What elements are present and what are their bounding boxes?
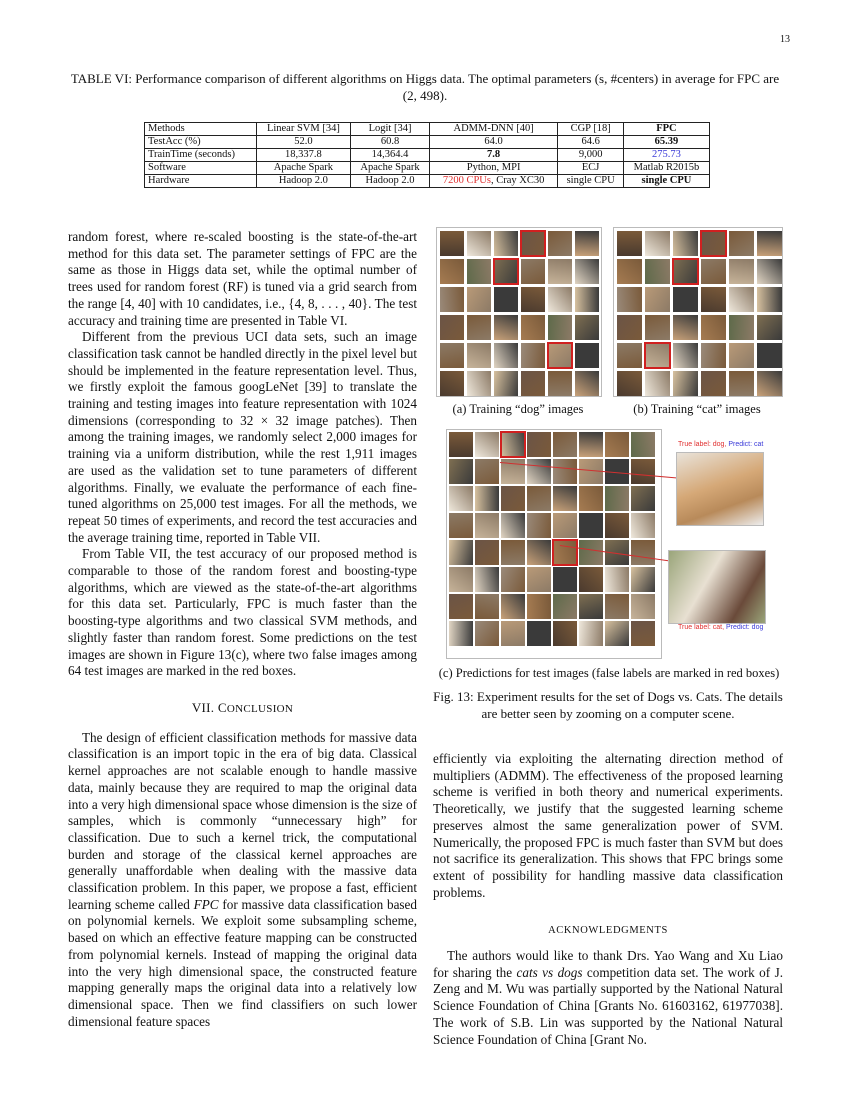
cat-photo-thumbnail [617,371,642,396]
cat-photo-thumbnail [673,259,698,284]
cat-photo-thumbnail [617,259,642,284]
cat-photo-thumbnail [701,343,726,368]
test-photo-thumbnail [605,621,629,646]
cat-photo-thumbnail [729,231,754,256]
performance-table [144,122,710,188]
dog-photo-thumbnail [494,371,518,396]
table-cell: 18,337.8 [256,149,351,162]
test-photo-thumbnail [527,432,551,457]
test-photo-thumbnail [449,432,473,457]
text-run: for massive data classification based on polynomial kernels. We exploit some subsampling scheme, based on which an effective feature mapping can be constructed from polynomial kernels. Instead of mapping the original data into the very high dimensional space, the constructed feature mapping generally maps the original data into a relatively low dimensional space. Then we find classifiers on such lower dimensional feature spaces [68,896,417,1029]
test-photo-thumbnail [605,567,629,592]
dog-photo-thumbnail [494,315,518,340]
test-prediction-images [449,432,655,646]
table-cell: single CPU [558,175,623,188]
test-photo-thumbnail [501,621,525,646]
test-photo-thumbnail [527,513,551,538]
text-run: The design of efficient classification methods for massive data classification is an import topic in the era of big data. Classical kernel approaches are not scalable enough to handle massive data, mainly because they are required to map the original data into a very high dimensional space whose dimension is the size of samples, which is commonly “unnecessary high” for classification. Due to such a kernel trick, the computational burden and storage of the classical kernel approaches are generally unaffordable when dealing with the massive data classification problem. In this paper, we propose a fast, efficient learning scheme called [68,729,417,912]
paragraph: Different from the previous UCI data sets, such an image classification task cannot be handled directly in the pixel level but should be implemented in the feature representation level. Thus, we firstly exploit the famous googLeNet [39] to translate the training and testing images into feature representation with 1024 dimensions (corresponding to 32 × 32 image patches). Then among the training images, we randomly select 2,000 images for training via a uniform distribution, while the rest 1,911 images are used as the validation set to tune parameters of different algorithms. Finally, we evaluate the performance of each fine-tuned algorithms on 25,000 test images. For all the methods, we repeat 50 times of experiments, and record the test accuracies and the average training time, reported in Table VII. [68,329,417,545]
table-caption: TABLE VI: Performance comparison of different algorithms on Higgs data. The optimal parameters (s, #centers) in average for FPC are (2, 498). [70,71,780,103]
highlight-text: 7200 CPUs [442,175,491,186]
emphasis: cats vs dogs [516,964,583,980]
training-cat-images [617,231,782,396]
left-column [68,229,417,1030]
test-photo-thumbnail [475,594,499,619]
dog-photo-thumbnail [521,343,545,368]
test-photo-thumbnail [475,513,499,538]
test-photo-thumbnail [579,513,603,538]
test-photo-thumbnail [527,567,551,592]
dog-photo-thumbnail [548,259,572,284]
dog-photo-thumbnail [494,231,518,256]
test-photo-thumbnail [579,486,603,511]
test-photo-thumbnail [475,432,499,457]
table-row [145,149,710,162]
test-photo-thumbnail [605,513,629,538]
table-cell: Apache Spark [351,162,429,175]
table-cell: 64.0 [429,136,558,149]
test-photo-thumbnail [527,594,551,619]
cat-photo-thumbnail [729,315,754,340]
acknowledgments-heading: ACKNOWLEDGMENTS [548,925,668,937]
test-photo-thumbnail [501,432,525,457]
page-number: 13 [780,34,790,45]
emphasis: FPC [193,896,219,912]
dog-photo-thumbnail [548,343,572,368]
dog-photo-thumbnail [548,287,572,312]
cat-photo-thumbnail [757,259,782,284]
cat-photo-thumbnail [645,371,670,396]
test-photo-thumbnail [631,621,655,646]
test-photo-thumbnail [631,513,655,538]
dog-photo-thumbnail [494,259,518,284]
cell-text: , Cray XC30 [490,175,545,186]
test-photo-thumbnail [553,540,577,565]
test-photo-thumbnail [527,459,551,484]
test-photo-thumbnail [449,567,473,592]
test-photo-thumbnail [631,486,655,511]
table-cell: Python, MPI [429,162,558,175]
cat-photo-thumbnail [729,287,754,312]
table-cell: Hardware [145,175,257,188]
header-cell: ADMM-DNN [40] [429,123,558,136]
test-photo-thumbnail [605,594,629,619]
cat-photo-thumbnail [701,371,726,396]
test-photo-thumbnail [449,459,473,484]
dog-photo-thumbnail [440,371,464,396]
predict-label: Predict: dog [726,624,764,631]
table-cell: 60.8 [351,136,429,149]
cat-photo-thumbnail [645,231,670,256]
table-cell: ECJ [558,162,623,175]
cat-photo-thumbnail [701,315,726,340]
dog-photo-thumbnail [521,371,545,396]
zoom-label-2 [678,624,763,631]
test-photo-thumbnail [553,621,577,646]
zoom-label-1 [678,441,763,448]
header-cell: Linear SVM [34] [256,123,351,136]
table-cell: TestAcc (%) [145,136,257,149]
text-run: The authors would like to thank Drs. Yao Wang and Xu Liao for sharing the [433,948,783,980]
test-photo-thumbnail [631,594,655,619]
true-label: True label: dog, [678,441,727,448]
test-photo-thumbnail [475,540,499,565]
header-cell: CGP [18] [558,123,623,136]
table-cell: 64.6 [558,136,623,149]
dog-photo-thumbnail [548,315,572,340]
table-row [145,175,710,188]
table-cell: Matlab R2015b [623,162,709,175]
table-cell: Apache Spark [256,162,351,175]
cat-photo-thumbnail [673,287,698,312]
test-photo-thumbnail [527,621,551,646]
test-photo-thumbnail [449,513,473,538]
test-photo-thumbnail [553,432,577,457]
cat-photo-thumbnail [729,371,754,396]
table-cell [429,175,558,188]
cat-photo-thumbnail [729,259,754,284]
paragraph: random forest, where re-scaled boosting is the state-of-the-art method for this data set. The parameter settings of FPC are the same as those in Higgs data set, while the optimal number of trees used for random forest (RF) is tuned via a grid search from the range [4, 40] with 10 candidates, i.e., {4, 8, . . . , 40}. The test accuracy and training time are presented in Table VI. [68,229,417,328]
dog-photo-thumbnail [575,287,599,312]
dog-photo-thumbnail [575,343,599,368]
cat-photo-thumbnail [701,231,726,256]
cat-photo-thumbnail [729,343,754,368]
table-cell: 7.8 [429,149,558,162]
test-photo-thumbnail [579,567,603,592]
test-photo-thumbnail [631,459,655,484]
cat-photo-thumbnail [673,371,698,396]
cat-photo-thumbnail [617,287,642,312]
test-photo-thumbnail [527,486,551,511]
header-cell: Logit [34] [351,123,429,136]
cat-photo-thumbnail [617,343,642,368]
test-photo-thumbnail [501,594,525,619]
test-photo-thumbnail [501,540,525,565]
dog-photo-thumbnail [467,231,491,256]
dog-photo-thumbnail [467,343,491,368]
test-photo-thumbnail [553,513,577,538]
test-photo-thumbnail [553,459,577,484]
table-cell: TrainTime (seconds) [145,149,257,162]
header-cell: Methods [145,123,257,136]
subfigure-a-caption: (a) Training “dog” images [452,402,584,416]
dog-photo-thumbnail [575,259,599,284]
cat-photo-thumbnail [645,343,670,368]
dog-photo-thumbnail [575,371,599,396]
cat-photo-thumbnail [673,315,698,340]
section-heading [68,700,417,718]
table-row [145,136,710,149]
dog-photo-thumbnail [440,231,464,256]
cat-photo-thumbnail [757,343,782,368]
paragraph [68,730,417,1031]
dog-photo-thumbnail [521,287,545,312]
dog-photo-thumbnail [467,315,491,340]
test-photo-thumbnail [527,540,551,565]
test-photo-thumbnail [475,459,499,484]
dog-photo-thumbnail [467,371,491,396]
table-cell: Hadoop 2.0 [256,175,351,188]
table-cell: 14,364.4 [351,149,429,162]
dog-photo-thumbnail [575,315,599,340]
dog-photo-thumbnail [548,231,572,256]
test-photo-thumbnail [553,594,577,619]
cat-photo-thumbnail [617,231,642,256]
test-photo-thumbnail [553,567,577,592]
training-dog-images [440,231,599,396]
cat-photo-thumbnail [673,231,698,256]
table-cell: 52.0 [256,136,351,149]
test-photo-thumbnail [475,486,499,511]
cat-photo-thumbnail [617,315,642,340]
dog-photo-thumbnail [521,315,545,340]
test-photo-thumbnail [501,486,525,511]
dog-photo-thumbnail [548,371,572,396]
cat-photo-thumbnail [757,315,782,340]
cat-photo-thumbnail [757,287,782,312]
test-photo-thumbnail [631,567,655,592]
cat-photo-thumbnail [645,259,670,284]
dog-photo-thumbnail [440,287,464,312]
paragraph: efficiently via exploiting the alternating direction method of multipliers (ADMM). The effectiveness of the proposed learning scheme is verified in both theory and numerical experiments. Theoretically, we justify that the suggested learning scheme preserves almost the same generalization power of SVM. Numerically, the proposed FPC is much faster than SVM but does not sacrifice its generalization. This shows that FPC brings some extent of possibility for handling massive data classification problems. [433,751,783,900]
dog-photo-thumbnail [440,343,464,368]
dog-photo-thumbnail [575,231,599,256]
test-photo-thumbnail [579,621,603,646]
table-cell: 9,000 [558,149,623,162]
section-title-initial: C [217,699,227,715]
cat-photo-thumbnail [701,287,726,312]
dog-photo-thumbnail [440,315,464,340]
figure-caption: Fig. 13: Experiment results for the set of Dogs vs. Cats. The details are better seen by zooming on a computer scene. [433,689,783,721]
paragraph: From Table VII, the test accuracy of our proposed method is comparable to those of the random forest and boosting-type algorithms, which are viewed as the state-of-the-art algorithms for this data set. Particularly, FPC is much faster than the boosting-type algorithms and two classical SVM methods, and slightly faster than random forest. Some predictions on the test images are shown in Figure 13(c), where two false images among 64 test images are marked in the red boxes. [68,546,417,679]
test-photo-thumbnail [605,432,629,457]
test-photo-thumbnail [475,567,499,592]
dog-photo-thumbnail [521,259,545,284]
test-photo-thumbnail [631,540,655,565]
test-photo-thumbnail [449,540,473,565]
dog-photo-thumbnail [467,287,491,312]
table-cell: Software [145,162,257,175]
test-photo-thumbnail [579,594,603,619]
test-photo-thumbnail [605,486,629,511]
table-cell: Hadoop 2.0 [351,175,429,188]
text-run: competition data set. The work of J. Zeng and M. Wu was partially supported by the National Natural Science Foundation of China [Grants No. 61603162, 61977038]. The work of S.B. Lin was supported by the National Natural Science Foundation of China [Grant No. [433,964,783,1047]
subfigure-b-caption: (b) Training “cat” images [633,402,761,416]
paragraph [433,948,783,1048]
section-number: VII. [191,699,215,715]
predict-label: Predict: cat [728,441,764,448]
dog-photo-thumbnail [494,287,518,312]
right-column [433,751,783,1048]
table-cell: single CPU [623,175,709,188]
test-photo-thumbnail [449,486,473,511]
true-label: True label: cat, [678,624,725,631]
section-title-rest: ONCLUSION [226,702,294,715]
table-cell: 275.73 [623,149,709,162]
test-photo-thumbnail [631,432,655,457]
cat-photo-thumbnail [701,259,726,284]
test-photo-thumbnail [501,513,525,538]
test-photo-thumbnail [501,567,525,592]
test-photo-thumbnail [553,486,577,511]
table-cell: 65.39 [623,136,709,149]
zoomed-test-image-cat [668,550,766,624]
table-header-row [145,123,710,136]
dog-photo-thumbnail [440,259,464,284]
dog-photo-thumbnail [521,231,545,256]
header-cell: FPC [623,123,709,136]
table-row [145,162,710,175]
test-photo-thumbnail [579,432,603,457]
zoomed-test-image-dog [676,452,764,526]
cat-photo-thumbnail [645,287,670,312]
test-photo-thumbnail [579,540,603,565]
subfigure-c-caption: (c) Predictions for test images (false labels are marked in red boxes) [438,666,780,680]
cat-photo-thumbnail [645,315,670,340]
cat-photo-thumbnail [673,343,698,368]
dog-photo-thumbnail [467,259,491,284]
test-photo-thumbnail [449,594,473,619]
cat-photo-thumbnail [757,231,782,256]
test-photo-thumbnail [475,621,499,646]
cat-photo-thumbnail [757,371,782,396]
dog-photo-thumbnail [494,343,518,368]
test-photo-thumbnail [449,621,473,646]
